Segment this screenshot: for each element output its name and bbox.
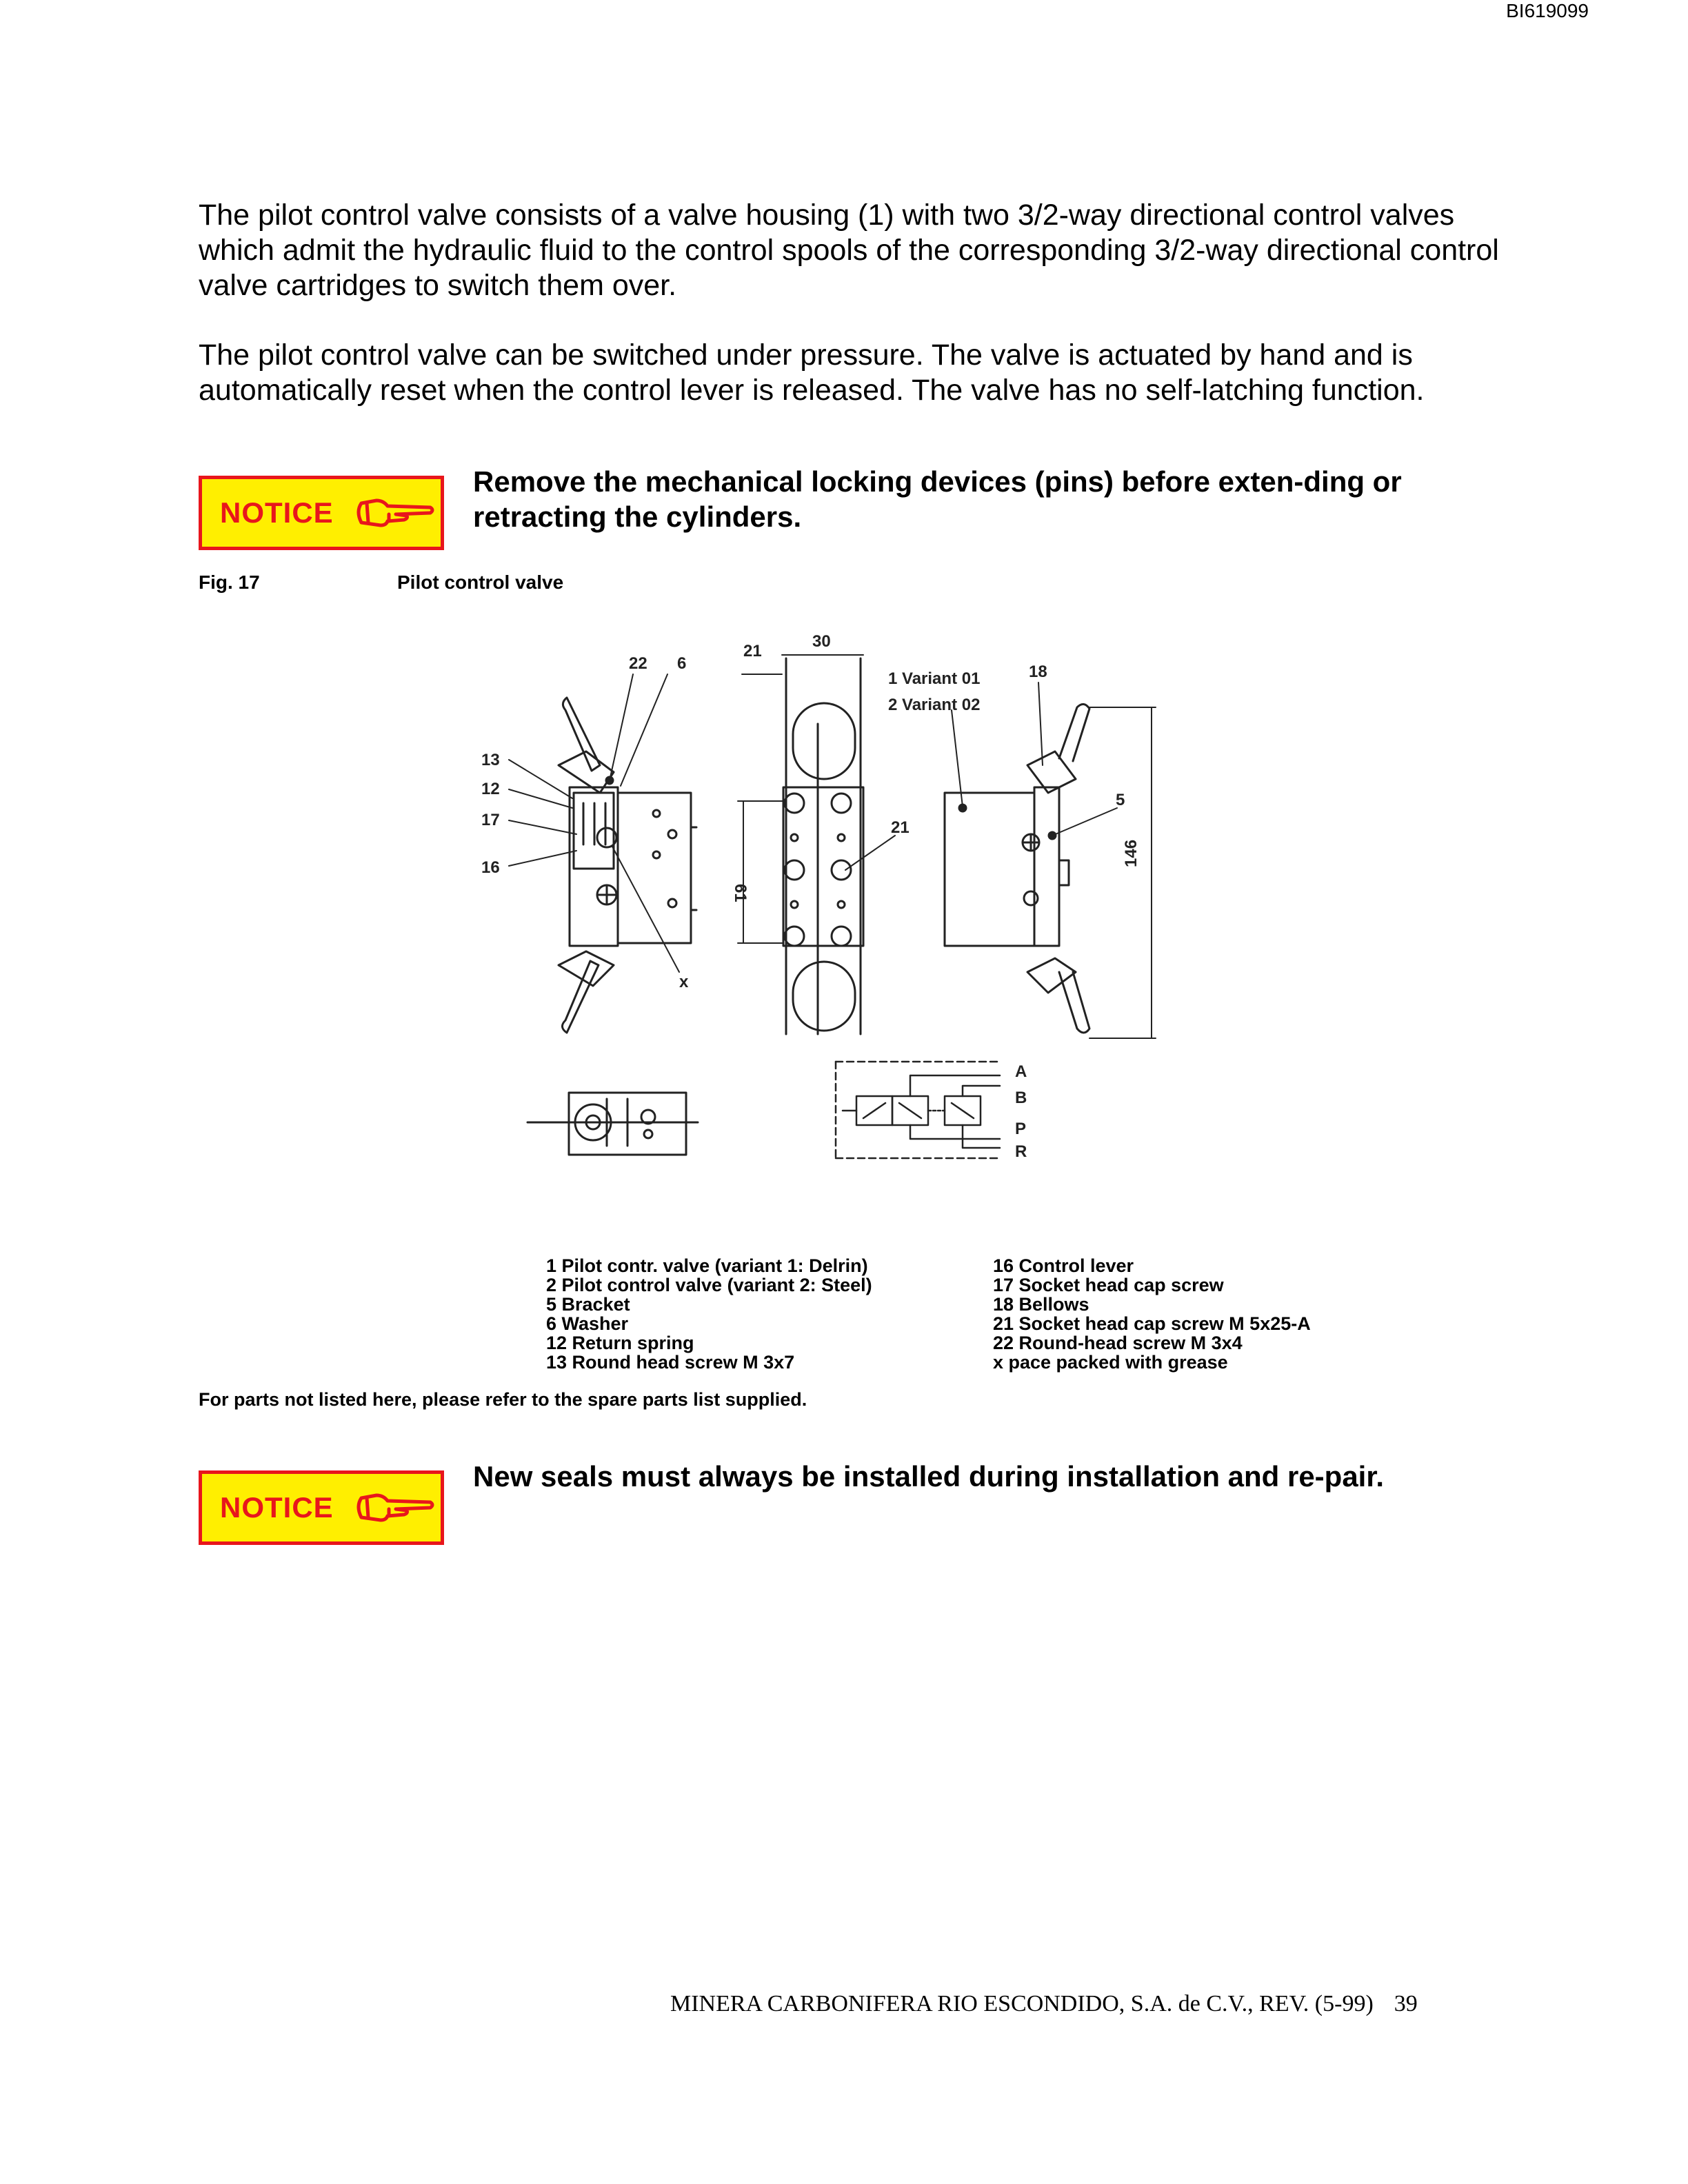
callout-18: 18 (1029, 663, 1047, 681)
legend-item: 2 Pilot control valve (variant 2: Steel) (546, 1275, 872, 1295)
hydraulic-schematic (836, 1062, 1000, 1158)
parts-legend-right (993, 1256, 1311, 1372)
callout-16: 16 (481, 858, 500, 877)
top-view-detail (528, 1093, 698, 1155)
notice-badge (199, 1470, 444, 1545)
pointing-hand-icon (353, 492, 436, 534)
callout-13: 13 (481, 751, 500, 769)
legend-item: 22 Round-head screw M 3x4 (993, 1333, 1243, 1353)
callout-6: 6 (677, 654, 687, 673)
dimension-30: 30 (812, 632, 831, 651)
legend-item: x pace packed with grease (993, 1352, 1228, 1373)
spare-parts-note: For parts not listed here, please refer to the spare parts list supplied. (199, 1389, 807, 1410)
pilot-control-valve-drawing (455, 620, 1179, 1172)
notice-badge (199, 476, 444, 550)
port-p-label: P (1015, 1120, 1027, 1138)
legend-item: 18 Bellows (993, 1294, 1089, 1315)
pointing-hand-icon (353, 1487, 436, 1529)
intro-paragraph-1: The pilot control valve consists of a valve housing (1) with two 3/2-way directional control valves which admit the hydraulic fluid to the control spools of the corresponding 3/2-way directional control valve cartridges to switch them over. (199, 199, 1499, 302)
intro-paragraph-2: The pilot control valve can be switched under pressure. The valve is actuated by hand and is automatically reset when the control lever is released. The valve has no self-latching function. (199, 338, 1425, 407)
front-view-middle (783, 658, 863, 1034)
legend-item: 13 Round head screw M 3x7 (546, 1352, 795, 1373)
notice-message: Remove the mechanical locking devices (pins) before exten-ding or retracting the cylinders. (473, 465, 1402, 533)
legend-item: 5 Bracket (546, 1294, 630, 1315)
page-footer (670, 1991, 1418, 2017)
parts-legend-left (546, 1256, 872, 1372)
legend-item: 16 Control lever (993, 1255, 1134, 1276)
callout-21-top: 21 (743, 642, 762, 660)
notice-message: New seals must always be installed during installation and re-pair. (473, 1460, 1385, 1493)
dimension-61: 61 (731, 884, 750, 902)
port-r-label: R (1015, 1142, 1027, 1161)
footer-company: MINERA CARBONIFERA RIO ESCONDIDO, S.A. de C.V., REV. (5-99) (670, 1991, 1374, 2016)
callout-variant-01: 1 Variant 01 (888, 669, 981, 688)
callout-21-side: 21 (891, 818, 910, 837)
notice-label: NOTICE (220, 496, 334, 529)
legend-item: 17 Socket head cap screw (993, 1275, 1224, 1295)
callout-17: 17 (481, 811, 500, 829)
callout-x: x (679, 973, 689, 991)
callout-12: 12 (481, 780, 500, 798)
legend-item: 12 Return spring (546, 1333, 694, 1353)
legend-item: 21 Socket head cap screw M 5x25-A (993, 1313, 1311, 1334)
document-id: BI619099 (1506, 0, 1589, 21)
legend-item: 1 Pilot contr. valve (variant 1: Delrin) (546, 1255, 868, 1276)
callout-22: 22 (629, 654, 647, 673)
legend-item: 6 Washer (546, 1313, 629, 1334)
figure-number: Fig. 17 (199, 572, 260, 593)
callout-variant-02: 2 Variant 02 (888, 696, 981, 714)
side-view-left (559, 698, 696, 1033)
callout-5: 5 (1116, 791, 1125, 809)
figure-title: Pilot control valve (397, 572, 564, 593)
port-a-label: A (1015, 1062, 1027, 1081)
notice-label: NOTICE (220, 1491, 334, 1524)
port-b-label: B (1015, 1089, 1027, 1107)
page-number: 39 (1394, 1991, 1418, 2016)
side-view-right (945, 704, 1089, 1033)
dimension-146: 146 (1122, 839, 1141, 867)
